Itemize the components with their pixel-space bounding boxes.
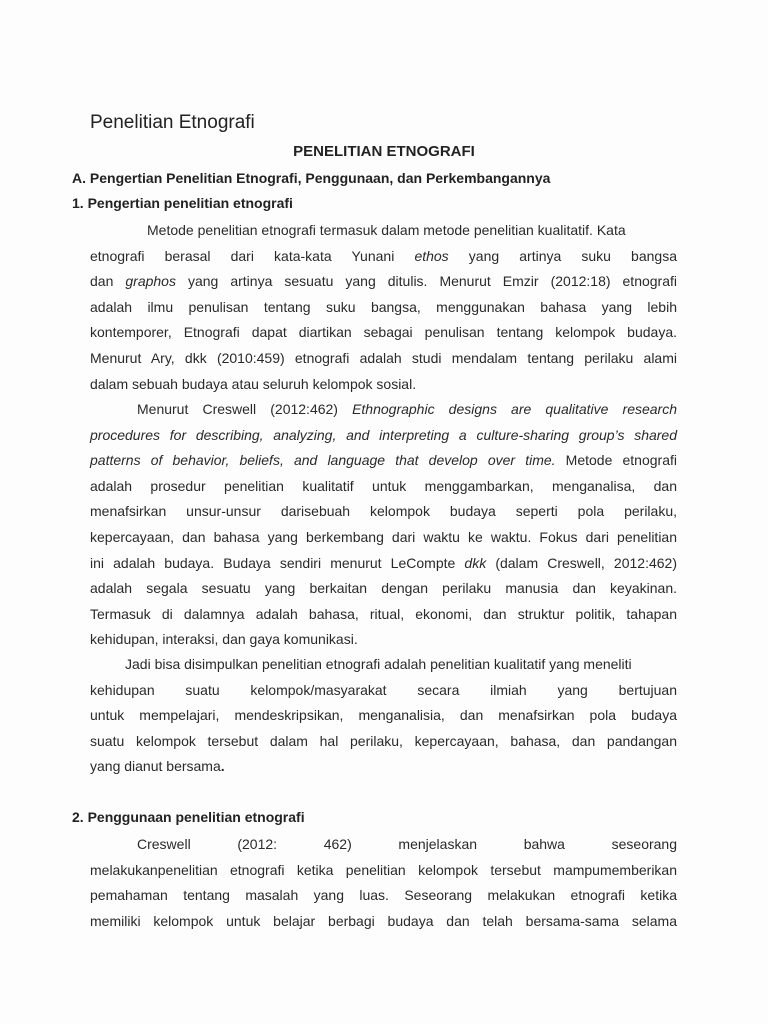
paragraph-line: kehidupan, interaksi, dan gaya komunikasi. — [90, 631, 358, 648]
paragraph-line: melakukanpenelitian etnografi ketika penelitian kelompok tersebut mampumemberikan — [90, 861, 677, 878]
paragraph-line: patterns of behavior, beliefs, and language that develop over time. Metode etnografi — [90, 452, 677, 469]
paragraph-line: dan graphos yang artinya sesuatu yang ditulis. Menurut Emzir (2012:18) etnografi — [90, 273, 678, 290]
paragraph-line: suatu kelompok tersebut dalam hal perilaku, kepercayaan, bahasa, dan pandangan — [90, 732, 677, 749]
paragraph-2 — [90, 397, 677, 653]
paragraph-line: kepercayaan, dan bahasa yang berkembang dari waktu ke waktu. Fokus dari penelitian — [90, 528, 677, 545]
center-heading: PENELITIAN ETNOGRAFI — [293, 143, 475, 160]
section-a-heading: A. Pengertian Penelitian Etnografi, Penggunaan, dan Perkembangannya — [72, 170, 551, 186]
paragraph-line: adalah ilmu penulisan tentang suku bangsa, menggunakan bahasa yang lebih — [90, 298, 677, 315]
paragraph-line: dalam sebuah budaya atau seluruh kelompok sosial. — [90, 375, 417, 392]
paragraph-line: Jadi bisa disimpulkan penelitian etnografi adalah penelitian kualitatif yang meneliti — [125, 656, 632, 672]
paragraph-line: menafsirkan unsur-unsur darisebuah kelompok budaya seperti pola perilaku, — [90, 503, 677, 520]
paragraph-line: etnografi berasal dari kata-kata Yunani ethos yang artinya suku bangsa — [90, 247, 677, 264]
paragraph-line: Metode penelitian etnografi termasuk dalam metode penelitian kualitatif. Kata — [147, 222, 626, 238]
paragraph-line: kontemporer, Etnografi dapat diartikan sebagai penulisan tentang kelompok budaya. — [90, 324, 677, 341]
paragraph-1 — [90, 218, 677, 397]
document-title: Penelitian Etnografi — [90, 112, 255, 133]
paragraph-line: procedures for describing, analyzing, and interpreting a culture-sharing group’s shared — [90, 426, 677, 443]
paragraph-line: Creswell (2012: 462) menjelaskan bahwa seseorang — [137, 836, 677, 852]
paragraph-line: kehidupan suatu kelompok/masyarakat secara ilmiah yang bertujuan — [90, 681, 677, 698]
paragraph-line: yang dianut bersama. — [90, 758, 225, 775]
paragraph-line: pemahaman tentang masalah yang luas. Seseorang melakukan etnografi ketika — [90, 887, 677, 904]
paragraph-3 — [90, 652, 677, 780]
paragraph-line: untuk mempelajari, mendeskripsikan, menganalisia, dan menafsirkan pola budaya — [90, 707, 677, 724]
paragraph-line: Termasuk di dalamnya adalah bahasa, ritual, ekonomi, dan struktur politik, tahapan — [90, 605, 677, 622]
paragraph-line: adalah segala sesuatu yang berkaitan dengan perilaku manusia dan keyakinan. — [90, 580, 677, 597]
subsection-2-heading: 2. Penggunaan penelitian etnografi — [72, 809, 305, 825]
paragraph-line: adalah prosedur penelitian kualitatif untuk menggambarkan, menganalisa, dan — [90, 477, 677, 494]
paragraph-line: Menurut Ary, dkk (2010:459) etnografi adalah studi mendalam tentang perilaku alami — [90, 349, 677, 366]
paragraph-line: Menurut Creswell (2012:462) Ethnographic designs are qualitative research — [137, 401, 678, 417]
paragraph-4 — [90, 832, 677, 934]
paragraph-line: memiliki kelompok untuk belajar berbagi budaya dan telah bersama-sama selama — [90, 912, 677, 929]
paragraph-line: ini adalah budaya. Budaya sendiri menurut LeCompte dkk (dalam Creswell, 2012:462) — [90, 554, 677, 571]
subsection-1-heading: 1. Pengertian penelitian etnografi — [72, 195, 293, 211]
